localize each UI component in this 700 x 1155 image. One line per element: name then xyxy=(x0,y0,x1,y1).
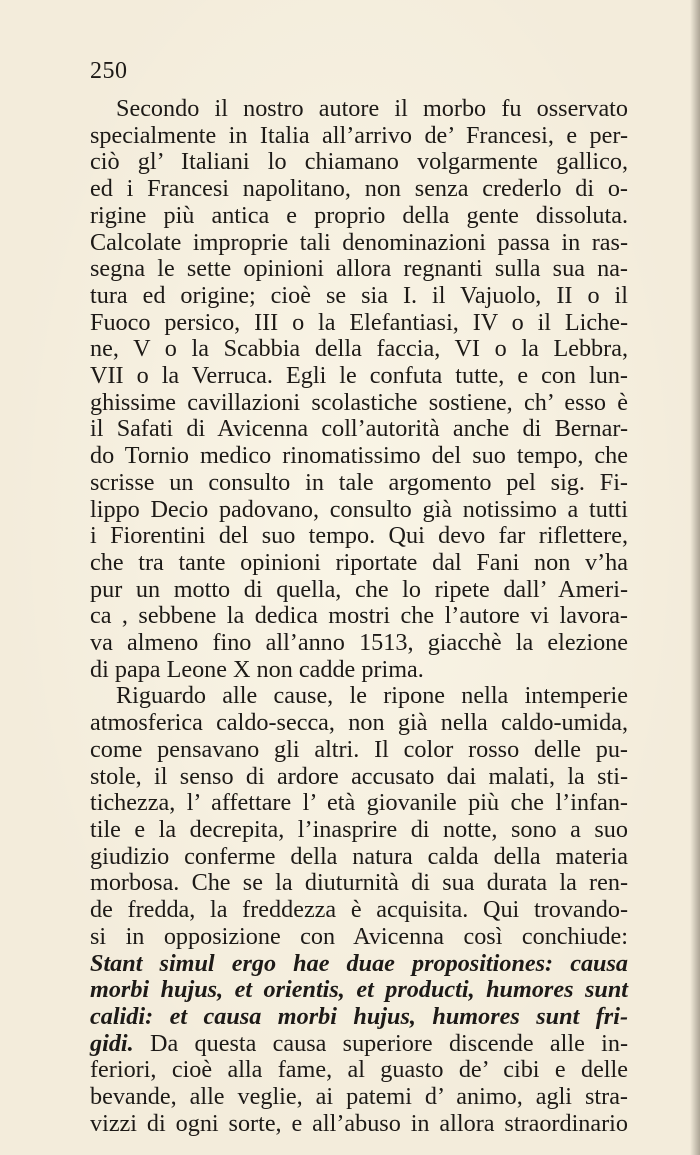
text-line: segna le sette opinioni allora regnanti sulla sua na- xyxy=(90,255,628,283)
text-line: Secondo il nostro autore il morbo fu osservato xyxy=(116,95,628,122)
text-line: stole, il senso di ardore accusato dai malati, la sti- xyxy=(90,762,628,790)
text-line: Riguardo alle cause, le ripone nella intemperie xyxy=(116,682,628,710)
latin-quote-fragment: gidi. xyxy=(90,1029,134,1057)
text-line: lippo Decio padovano, consulto già notissimo a tutti xyxy=(90,495,628,523)
text-line: tichezza, l’ affettare l’ età giovanile più che l’infan- xyxy=(90,789,628,817)
text-line: feriori, cioè alla fame, al guasto de’ cibi e delle xyxy=(90,1056,628,1084)
body-text xyxy=(90,96,628,1137)
text-line: giudizio conferme della natura calda della materia xyxy=(90,842,628,870)
text-line: Calcolate improprie tali denominazioni passa in ras- xyxy=(90,228,628,256)
text-line: come pensavano gli altri. Il color rosso delle pu- xyxy=(90,735,628,763)
text-line: scrisse un consulto in tale argomento pel sig. Fi- xyxy=(90,468,628,496)
text-line: ciò gl’ Italiani lo chiamano volgarmente gallico, xyxy=(90,148,628,176)
text-line: Fuoco persico, III o la Elefantiasi, IV o il Liche- xyxy=(90,308,628,336)
paragraph-2 xyxy=(90,683,628,1137)
latin-quote-line: calidi: et causa morbi hujus, humores sunt fri- xyxy=(90,1002,628,1030)
text-line: bevande, alle veglie, ai patemi d’ animo, agli stra- xyxy=(90,1083,628,1111)
text-line: specialmente in Italia all’arrivo de’ Francesi, e per- xyxy=(90,121,628,149)
paragraph-1 xyxy=(90,96,628,683)
text-line: di papa Leone X non cadde prima. xyxy=(90,655,424,683)
text-line: morbosa. Che se la diuturnità di sua durata la ren- xyxy=(90,869,628,897)
text-line: si in opposizione con Avicenna così conchiude: xyxy=(90,922,628,950)
text-line: tura ed origine; cioè se sia I. il Vajuolo, II o il xyxy=(90,281,628,309)
latin-quote-line: morbi hujus, et orientis, et producti, humores sunt xyxy=(90,976,628,1004)
text-line: ne, V o la Scabbia della faccia, VI o la Lebbra, xyxy=(90,335,628,363)
page-edge-shadow xyxy=(690,0,700,1155)
text-line: do Tornio medico rinomatissimo del suo tempo, che xyxy=(90,442,628,470)
text-line: de fredda, la freddezza è acquisita. Qui trovando- xyxy=(90,896,628,924)
text-line: vizzi di ogni sorte, e all’abuso in allora straordinario xyxy=(90,1109,628,1137)
text-line: i Fiorentini del suo tempo. Qui devo far riflettere, xyxy=(90,522,628,550)
page-number: 250 xyxy=(90,58,128,84)
text-line: gidi. Da questa causa superiore discende alle in- xyxy=(90,1029,628,1057)
text-line: rigine più antica e proprio della gente dissoluta. xyxy=(90,201,628,229)
text-line: il Safati di Avicenna coll’autorità anche di Bernar- xyxy=(90,415,628,443)
text-line: va almeno fino all’anno 1513, giacchè la elezione xyxy=(90,629,628,657)
text-line: VII o la Verruca. Egli le confuta tutte, e con lun- xyxy=(90,362,628,390)
text-line: ghissime cavillazioni scolastiche sostiene, ch’ esso è xyxy=(90,388,628,416)
latin-quote-line: Stant simul ergo hae duae propositiones: causa xyxy=(90,949,628,977)
text-line: pur un motto di quella, che lo ripete dall’ Ameri- xyxy=(90,575,628,603)
text-line: tile e la decrepita, l’inasprire di notte, sono a suo xyxy=(90,815,628,843)
text-line: atmosferica caldo-secca, non già nella caldo-umida, xyxy=(90,709,628,737)
text-line: che tra tante opinioni riportate dal Fani non v’ha xyxy=(90,548,628,576)
text-line: ca , sebbene la dedica mostri che l’autore vi lavora- xyxy=(90,602,628,630)
text-line: ed i Francesi napolitano, non senza crederlo di o- xyxy=(90,175,628,203)
